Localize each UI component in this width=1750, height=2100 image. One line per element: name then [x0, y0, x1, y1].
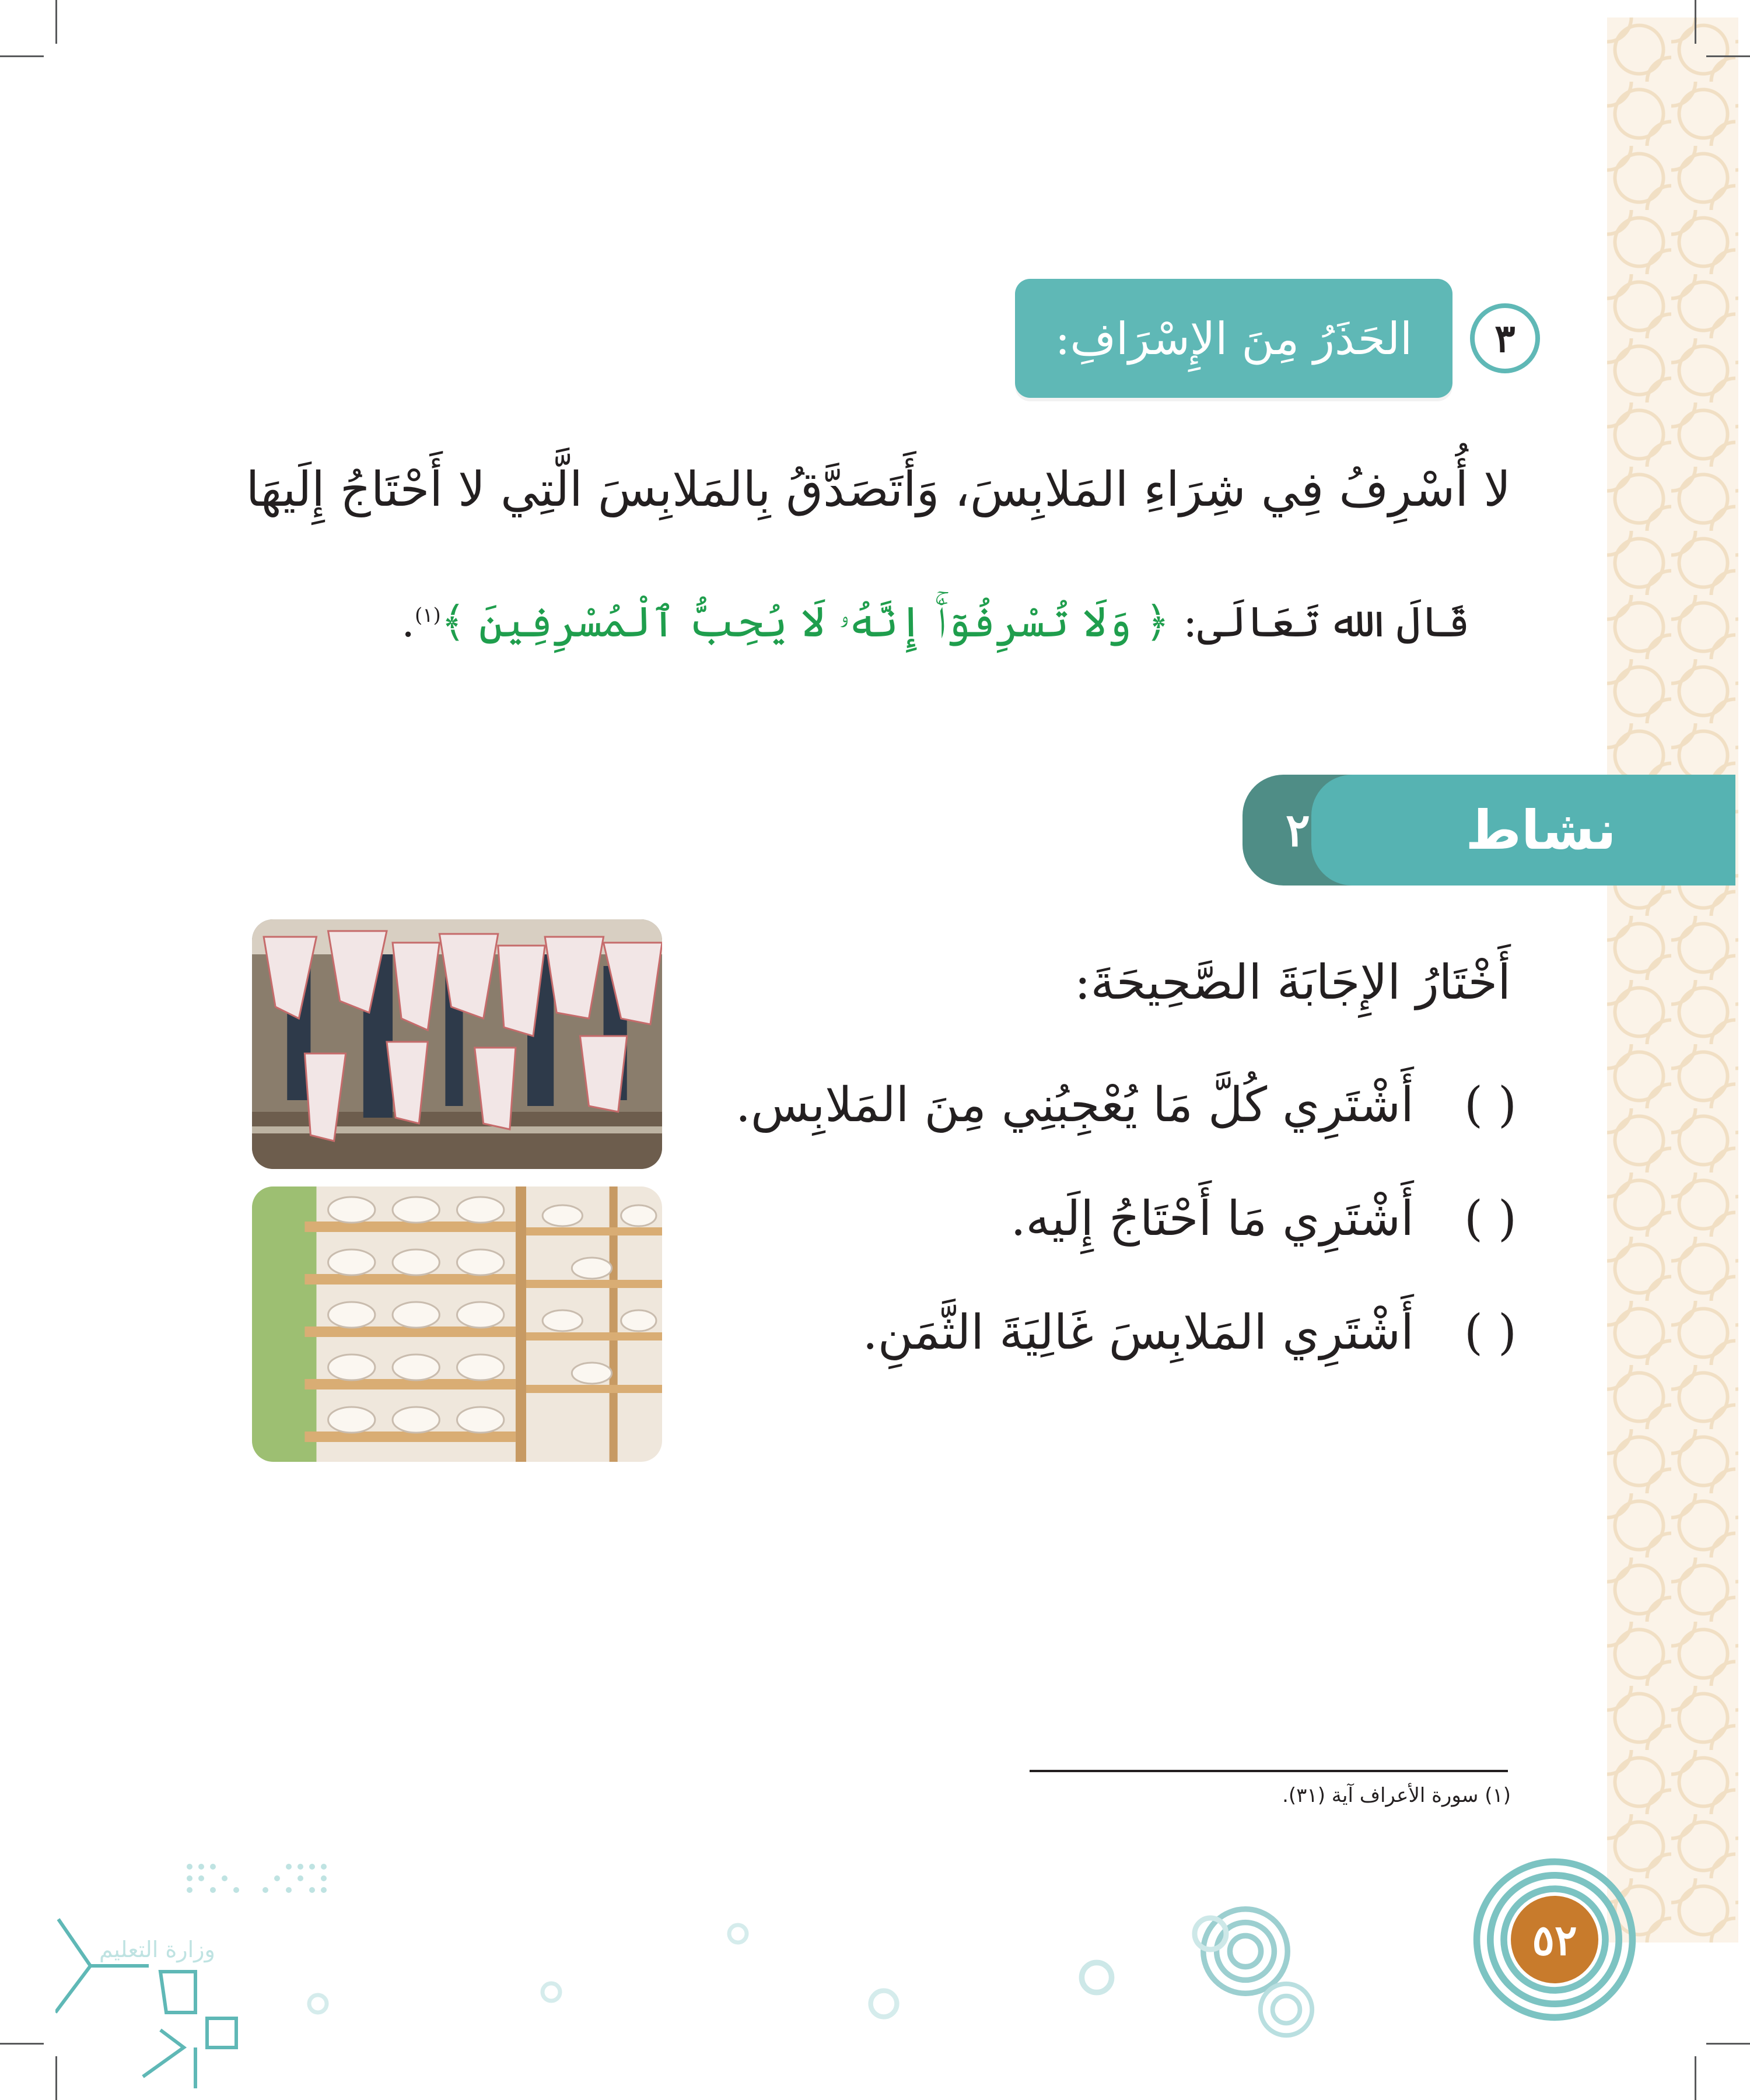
shemagh-shop-photo	[252, 919, 662, 1169]
decorative-rosette	[1184, 1908, 1237, 1960]
fabric-shelves-image	[252, 1186, 662, 1462]
decorative-rosette	[1073, 1954, 1120, 2001]
section-header	[1015, 279, 1552, 398]
crop-mark	[0, 55, 44, 57]
verse-text: ﴿ وَلَا تُسْرِفُوٓاْۚ إِنَّهُۥ لَا يُحِبُّ ٱلْمُسْرِفِينَ ﴾	[440, 597, 1170, 646]
activity-header	[1242, 775, 1735, 886]
side-decorative-pattern	[1607, 18, 1738, 1943]
body-paragraph: لا أُسْرِفُ فِي شِرَاءِ المَلابِسَ، وَأَتَصَدَّقُ بِالمَلابِسَ الَّتِي لا أَحْتَاجُ إِلَيهَا	[246, 462, 1511, 517]
footnote-divider	[1030, 1770, 1508, 1772]
choice-2	[642, 1175, 1517, 1263]
answer-box-3[interactable]: ( )	[1464, 1305, 1517, 1360]
shemagh-shop-image	[252, 919, 662, 1169]
section-title: الحَذَرُ مِنَ الإِسْرَافِ:	[1055, 312, 1413, 365]
crop-mark	[1706, 55, 1750, 57]
section-title-box	[1015, 279, 1452, 398]
quran-verse-line	[303, 578, 1470, 660]
crop-mark	[0, 2043, 44, 2045]
section-number-badge: ٣	[1470, 303, 1540, 373]
choice-3	[642, 1289, 1517, 1377]
activity-number: ٢	[1286, 803, 1310, 857]
verse-end: .	[401, 597, 415, 646]
answer-box-2[interactable]: ( )	[1464, 1191, 1517, 1247]
decorative-rosette	[723, 1919, 752, 1948]
answer-box-1[interactable]: ( )	[1464, 1077, 1517, 1133]
footnote: (١) سورة الأعراف آية (٣١).	[1282, 1784, 1511, 1807]
activity-question: أَخْتَارُ الإِجَابَةَ الصَّحِيحَةَ:	[1074, 955, 1511, 1010]
choice-1-text: أَشْتَرِي كُلَّ مَا يُعْجِبُنِي مِنَ المَلابِس.	[735, 1077, 1414, 1133]
choice-3-text: أَشْتَرِي المَلابِسَ غَالِيَةَ الثَّمَنِ.	[862, 1305, 1414, 1360]
decorative-rosette	[537, 1978, 566, 2007]
ministry-logo-text: وزارة التعليم	[99, 1937, 215, 1962]
thobe-fabric-shelves-photo	[252, 1186, 662, 1462]
activity-label: نشاط	[1465, 799, 1616, 862]
page-number: ٥٢	[1511, 1896, 1598, 1983]
choice-1	[642, 1062, 1517, 1149]
activity-tab	[1311, 775, 1735, 886]
ministry-logo	[55, 1855, 359, 2088]
verse-intro: قَالَ الله تَعَالَى:	[1170, 597, 1470, 646]
crop-mark	[1706, 2043, 1750, 2045]
crop-mark	[1695, 0, 1696, 44]
decorative-rosette	[863, 1983, 904, 2024]
decorative-rosette	[1248, 1972, 1324, 2048]
crop-mark	[55, 0, 57, 44]
choice-2-text: أَشْتَرِي مَا أَحْتَاجُ إِلَيه.	[1010, 1191, 1414, 1247]
footnote-reference: (١)	[415, 604, 441, 627]
crop-mark	[1695, 2056, 1696, 2100]
